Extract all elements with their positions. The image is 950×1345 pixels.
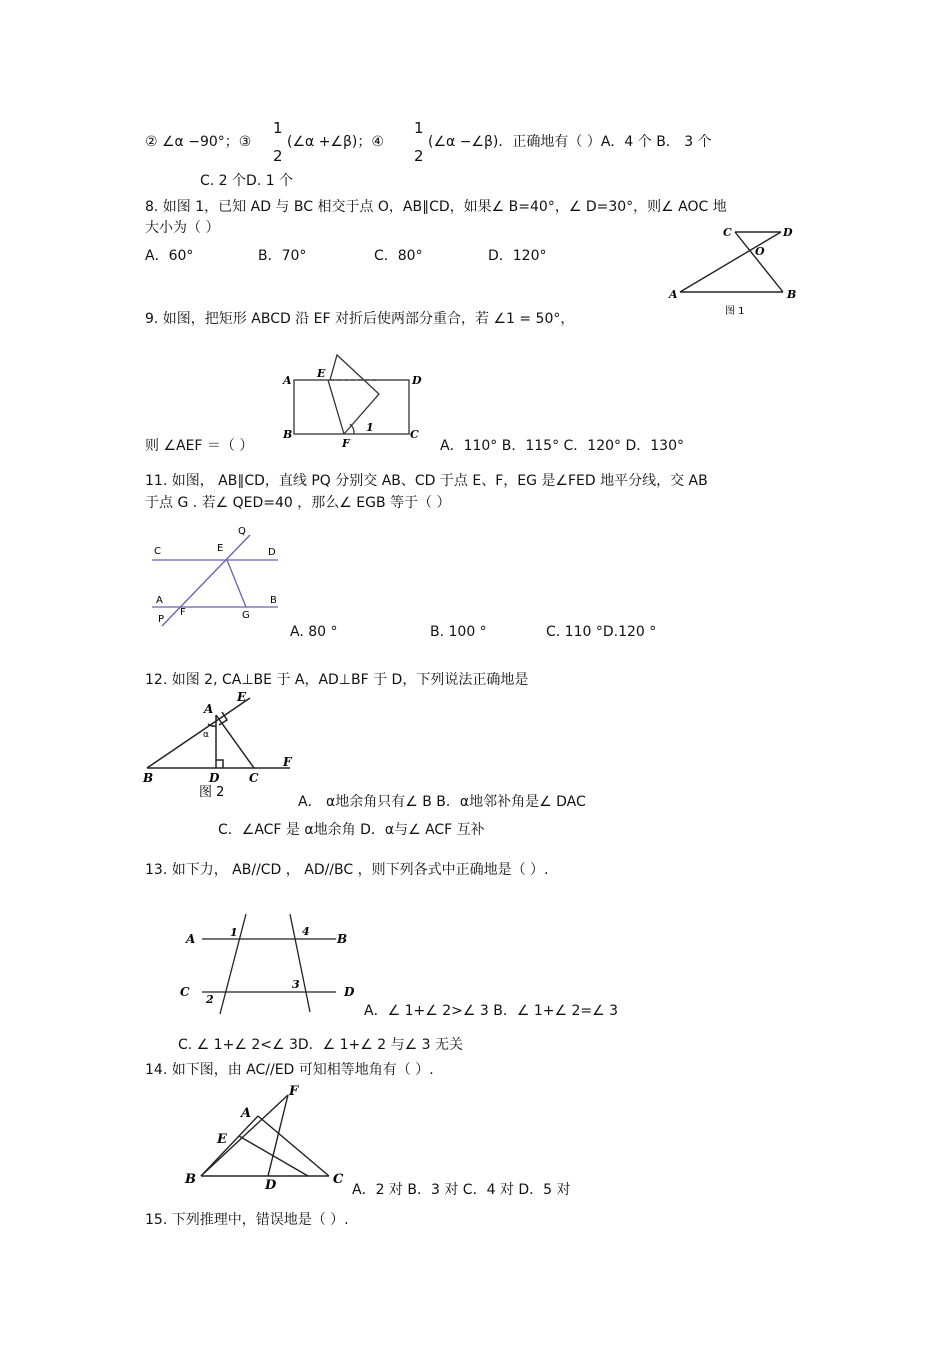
q13-options-cd: C. ∠ 1+∠ 2<∠ 3D．∠ 1+∠ 2 与∠ 3 无关 bbox=[178, 1037, 463, 1053]
q13-label-2: 2 bbox=[206, 993, 214, 1006]
q13-label-4: 4 bbox=[302, 925, 310, 938]
q14-label-a: A bbox=[241, 1106, 252, 1121]
q8-option-b: B．70° bbox=[258, 248, 307, 264]
q11-line2: 于点 G . 若∠ QED=40 ，那么∠ EGB 等于（ ） bbox=[145, 495, 451, 511]
q8-label-c: C bbox=[723, 226, 732, 239]
q14-line1: 14. 如下图，由 AC//ED 可知相等地角有（ ）. bbox=[145, 1062, 434, 1078]
q12-label-f: F bbox=[283, 755, 292, 769]
q11-label-d: D bbox=[268, 547, 276, 558]
q11-label-a: A bbox=[156, 595, 163, 606]
q9-label-f: F bbox=[342, 437, 350, 450]
q13-label-a: A bbox=[186, 932, 196, 946]
q9-figure bbox=[282, 350, 432, 450]
q12-label-e: E bbox=[237, 690, 247, 704]
q8-line1: 8. 如图 1，已知 AD 与 BC 相交于点 O，AB∥CD，如果∠ B=40°，∠ D=30°，则∠ AOC 地 bbox=[145, 199, 727, 215]
q11-label-e: E bbox=[217, 543, 224, 554]
q11-option-a: A. 80 ° bbox=[290, 624, 338, 640]
q13-label-b: B bbox=[337, 932, 348, 946]
q9-label-e: E bbox=[317, 367, 326, 380]
q8-option-c: C．80° bbox=[374, 248, 423, 264]
q12-label-b: B bbox=[143, 771, 154, 785]
q14-options: A．2 对 B．3 对 C．4 对 D．5 对 bbox=[352, 1182, 571, 1198]
q7-opt2: ② ∠α −90°；③ bbox=[145, 134, 252, 150]
q7-frac4-num: 1 bbox=[414, 119, 424, 137]
q14-label-b: B bbox=[185, 1172, 196, 1187]
q11-label-g: G bbox=[242, 610, 250, 621]
q11-figure bbox=[150, 523, 300, 628]
q9-label-d: D bbox=[412, 374, 422, 387]
q9-line2: 则 ∠AEF ＝（ ） bbox=[145, 438, 254, 454]
q14-label-d: D bbox=[265, 1178, 277, 1193]
q13-options-ab: A．∠ 1+∠ 2>∠ 3 B．∠ 1+∠ 2=∠ 3 bbox=[364, 1003, 619, 1019]
q7-frac3-num: 1 bbox=[273, 119, 283, 137]
q9-label-a: A bbox=[283, 374, 292, 387]
q8-label-o: O bbox=[755, 245, 765, 258]
q7-expr3: (∠α +∠β)；④ bbox=[287, 134, 384, 150]
q11-line1: 11. 如图， AB∥CD，直线 PQ 分别交 AB、CD 于点 E、F，EG 是∠FED 地平分线，交 AB bbox=[145, 473, 708, 489]
q11-option-b: B. 100 ° bbox=[430, 624, 487, 640]
q11-label-p: P bbox=[158, 614, 165, 625]
q8-figure bbox=[665, 222, 815, 322]
q9-options: A．110° B．115° C．120° D．130° bbox=[440, 438, 684, 454]
q7-line2: C. 2 个D. 1 个 bbox=[200, 173, 294, 189]
q8-label-a: A bbox=[669, 288, 678, 301]
q7-frac3-den: 2 bbox=[273, 147, 283, 165]
q9-line1: 9. 如图，把矩形 ABCD 沿 EF 对折后使两部分重合，若 ∠1 = 50°， bbox=[145, 311, 575, 327]
q11-label-b: B bbox=[270, 595, 277, 606]
q8-line2: 大小为（ ） bbox=[145, 220, 220, 236]
q8-option-a: A．60° bbox=[145, 248, 194, 264]
q15-line1: 15. 下列推理中，错误地是（ ）. bbox=[145, 1212, 349, 1228]
q11-option-cd: C. 110 °D.120 ° bbox=[546, 624, 657, 640]
q14-label-c: C bbox=[333, 1172, 344, 1187]
q12-figure bbox=[142, 690, 302, 800]
q12-line1: 12. 如图 2, CA⊥BE 于 A，AD⊥BF 于 D，下列说法正确地是 bbox=[145, 672, 529, 688]
q14-figure bbox=[183, 1083, 353, 1193]
q8-option-d: D．120° bbox=[488, 248, 547, 264]
q12-label-a: A bbox=[204, 702, 214, 716]
q14-label-f: F bbox=[289, 1084, 299, 1099]
q9-label-1: 1 bbox=[366, 421, 374, 434]
q12-options-ab: A． α地余角只有∠ B B．α地邻补角是∠ DAC bbox=[298, 794, 586, 810]
q13-label-d: D bbox=[344, 985, 355, 999]
q12-label-c: C bbox=[249, 771, 259, 785]
q13-label-1: 1 bbox=[230, 926, 238, 939]
q7-frac4-den: 2 bbox=[414, 147, 424, 165]
q13-line1: 13. 如下力， AB//CD ， AD//BC ，则下列各式中正确地是（ ）. bbox=[145, 862, 549, 878]
q11-label-q: Q bbox=[238, 526, 246, 537]
q9-label-c: C bbox=[410, 428, 419, 441]
q11-label-f: F bbox=[180, 607, 186, 618]
q12-options-cd: C．∠ACF 是 α地余角 D．α与∠ ACF 互补 bbox=[218, 822, 485, 838]
q12-label-alpha: α bbox=[203, 730, 209, 740]
q12-label-d: D bbox=[209, 771, 220, 785]
q8-label-b: B bbox=[787, 288, 797, 301]
q12-caption: 图 2 bbox=[199, 785, 225, 800]
q13-label-3: 3 bbox=[292, 978, 300, 991]
q8-label-d: D bbox=[783, 226, 793, 239]
q8-caption: 图 1 bbox=[725, 306, 745, 317]
q14-label-e: E bbox=[217, 1132, 227, 1147]
q7-expr4: (∠α −∠β)．正确地有（ ）A．4 个 B． 3 个 bbox=[428, 134, 712, 150]
q11-label-c: C bbox=[154, 546, 161, 557]
q13-figure bbox=[178, 912, 363, 1017]
q13-label-c: C bbox=[180, 985, 190, 999]
q9-label-b: B bbox=[283, 428, 293, 441]
